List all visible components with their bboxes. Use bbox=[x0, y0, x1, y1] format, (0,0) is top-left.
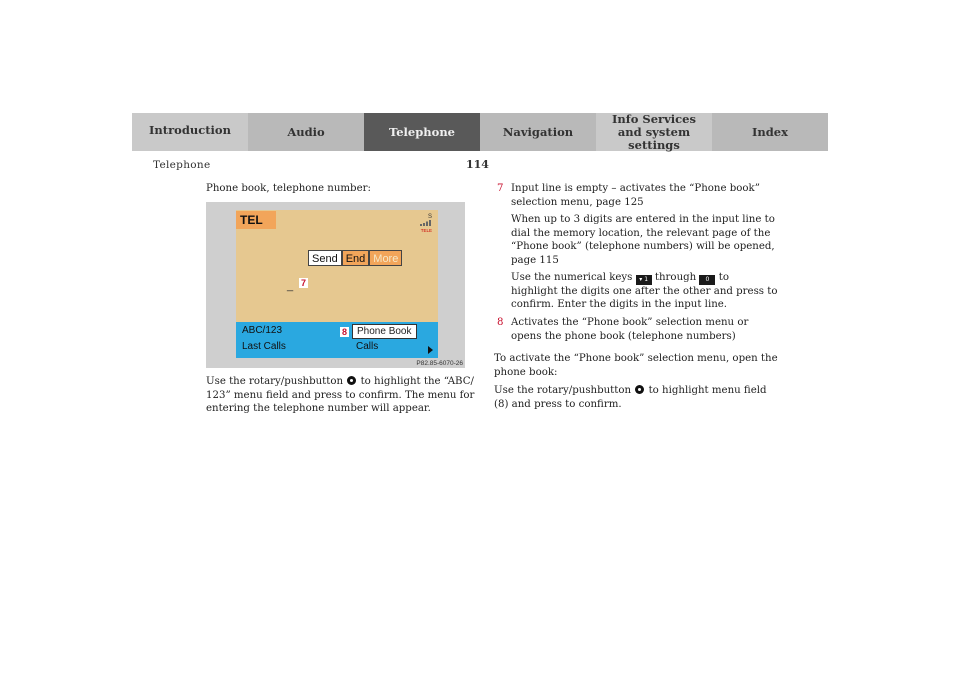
last-calls-field: Last Calls bbox=[242, 341, 286, 352]
input-line-cursor: _ bbox=[287, 280, 294, 292]
key-0-icon: 0 bbox=[699, 275, 715, 285]
rotary-pushbutton-icon bbox=[347, 376, 356, 385]
tab-audio[interactable]: Audio bbox=[248, 113, 364, 151]
callout-7: 7 bbox=[300, 278, 306, 288]
keys-line-2: highlight the digits one after the other and press to bbox=[511, 285, 778, 297]
tab-index[interactable]: Index bbox=[712, 113, 828, 151]
use-line-1: Use the rotary/pushbutton to highlight menu field bbox=[494, 385, 767, 396]
keys-line-3: confirm. Enter the digits in the input line. bbox=[511, 299, 728, 310]
instruction-line-2: 123” menu field and press to confirm. The menu for bbox=[206, 389, 475, 401]
item-number-7: 7 bbox=[497, 183, 504, 194]
item-number-8: 8 bbox=[497, 317, 504, 328]
item7-para2-line-1: When up to 3 digits are entered in the input line to bbox=[511, 214, 775, 225]
tab-navigation[interactable]: Navigation bbox=[480, 113, 596, 151]
image-code: P82.85-6070-26 bbox=[416, 360, 463, 367]
item7-para2-line-3: “Phone book” (telephone numbers) will be opened, bbox=[511, 241, 775, 252]
item8-line-1: Activates the “Phone book” selection menu or bbox=[511, 317, 749, 328]
more-softkey: More bbox=[369, 250, 402, 266]
section-title: Telephone bbox=[153, 159, 211, 171]
page-number: 114 bbox=[466, 158, 489, 171]
telephone-display bbox=[236, 210, 438, 358]
tab-introduction[interactable]: Introduction bbox=[132, 113, 248, 151]
activate-line-1: To activate the “Phone book” selection menu, open the bbox=[494, 353, 778, 364]
end-softkey: End bbox=[342, 250, 370, 266]
signal-strength-icon bbox=[420, 220, 432, 226]
figure-caption: Phone book, telephone number: bbox=[206, 183, 371, 194]
key-1-icon: ▾ 1 bbox=[636, 275, 652, 285]
display-menu-bar bbox=[236, 322, 438, 358]
item7-para2-line-4: page 115 bbox=[511, 254, 559, 266]
item7-line-1: Input line is empty – activates the “Phone book” bbox=[511, 183, 760, 194]
rotary-pushbutton-icon bbox=[635, 385, 644, 394]
send-softkey: Send bbox=[308, 250, 342, 266]
softkey-row bbox=[308, 250, 402, 266]
item7-line-2: selection menu, page 125 bbox=[511, 196, 644, 208]
tab-info-services[interactable]: Info Services and system settings bbox=[596, 113, 712, 151]
abc-menu-field: ABC/123 bbox=[242, 325, 283, 336]
signal-status: S TELE bbox=[420, 214, 432, 233]
activate-line-2: phone book: bbox=[494, 366, 558, 378]
display-figure bbox=[206, 202, 465, 368]
display-title: TEL bbox=[236, 211, 276, 229]
phone-book-field: Phone Book bbox=[352, 324, 417, 339]
callout-8: 8 bbox=[341, 327, 347, 337]
item8-line-2: opens the phone book (telephone numbers) bbox=[511, 330, 736, 342]
calls-field: Calls bbox=[356, 341, 379, 352]
use-line-2: (8) and press to confirm. bbox=[494, 398, 622, 410]
instruction-line-1: Use the rotary/pushbutton to highlight the “ABC/ bbox=[206, 376, 474, 387]
scroll-right-icon bbox=[428, 346, 433, 354]
instruction-line-3: entering the telephone number will appear. bbox=[206, 403, 431, 414]
tab-telephone[interactable]: Telephone bbox=[364, 113, 480, 151]
keys-line-1: Use the numerical keys ▾ 1 through 0 to bbox=[511, 272, 729, 283]
item7-para2-line-2: dial the memory location, the relevant page of the bbox=[511, 227, 771, 239]
section-tabs bbox=[132, 113, 828, 151]
